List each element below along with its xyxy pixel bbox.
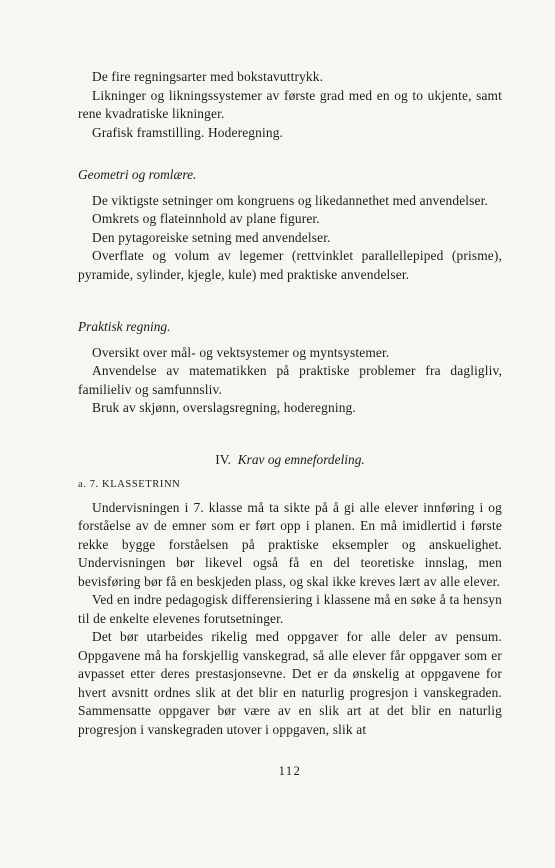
praktisk-heading: Praktisk regning.: [78, 319, 171, 334]
section-iv: [78, 451, 502, 739]
algebra-line-1: De fire regningsarter med bokstavuttrykk.: [92, 69, 324, 84]
geometri-block: [78, 166, 502, 284]
praktisk-line-3: Bruk av skjønn, overslagsregning, hoderegning.: [92, 400, 356, 415]
page-number: 112: [278, 764, 302, 778]
praktisk-line-2: Anvendelse av matematikken på praktiske problemer fra dagligliv, familieliv og samfunnsliv.: [78, 363, 502, 397]
geometri-heading: Geometri og romlære.: [78, 167, 197, 182]
section-subheading: a. 7. KLASSETRINN: [78, 478, 181, 490]
section-paragraph-2: Ved en indre pedagogisk differensiering i klassene må en søke å ta hensyn til de enkelte elevenes forutsetninger.: [78, 592, 502, 626]
algebra-block: [78, 68, 502, 142]
section-title-text: Krav og emnefordeling.: [237, 452, 365, 467]
algebra-line-3: Grafisk framstilling. Hoderegning.: [92, 124, 284, 140]
praktisk-block: [78, 318, 502, 418]
geometri-line-4: Overflate og volum av legemer (rettvinklet parallellepiped (prisme), pyramide, sylinder, kjegle, kule) med praktiske anvendelser.: [78, 248, 502, 282]
geometri-line-1: De viktigste setninger om kongruens og likedannethet med anvendelser.: [92, 192, 488, 208]
section-paragraph-3: Det bør utarbeides rikelig med oppgaver for alle deler av pensum. Oppgavene må ha forskjellig vanskegrad, så alle elever får oppgaver som er avpasset etter deres prestasjonsevne. Det er da ønskelig at oppgavene for hvert avsnitt ordnes slik at det blir en naturlig progresjon i vanskegraden. Sammensatte oppgaver bør være av en slik art at det blir en naturlig progresjon i vanskegraden utover i oppgaven, slik at: [78, 629, 502, 737]
praktisk-line-1: Oversikt over mål- og vektsystemer og myntsystemer.: [92, 344, 390, 360]
section-numeral: IV.: [215, 452, 231, 467]
algebra-line-2: Likninger og likningssystemer av første grad med en og to ukjente, samt rene kvadratiske likninger.: [78, 87, 502, 121]
section-paragraph-1: Undervisningen i 7. klasse må ta sikte på å gi alle elever innføring i og forståelse av de emner som er ført opp i planen. En må imidlertid i første rekke bygge forståelsen på praktiske eksempler og anskuelighet. Undervisningen bør likevel også få en del teoretiske innslag, men bevisføring bør få en beskjeden plass, og skal ikke kreves lært av alle elever.: [78, 499, 502, 589]
geometri-line-3: Den pytagoreiske setning med anvendelser.: [92, 229, 331, 245]
geometri-line-2: Omkrets og flateinnhold av plane figurer.: [92, 211, 320, 226]
page-footer: [78, 764, 502, 779]
section-title: [78, 451, 502, 470]
